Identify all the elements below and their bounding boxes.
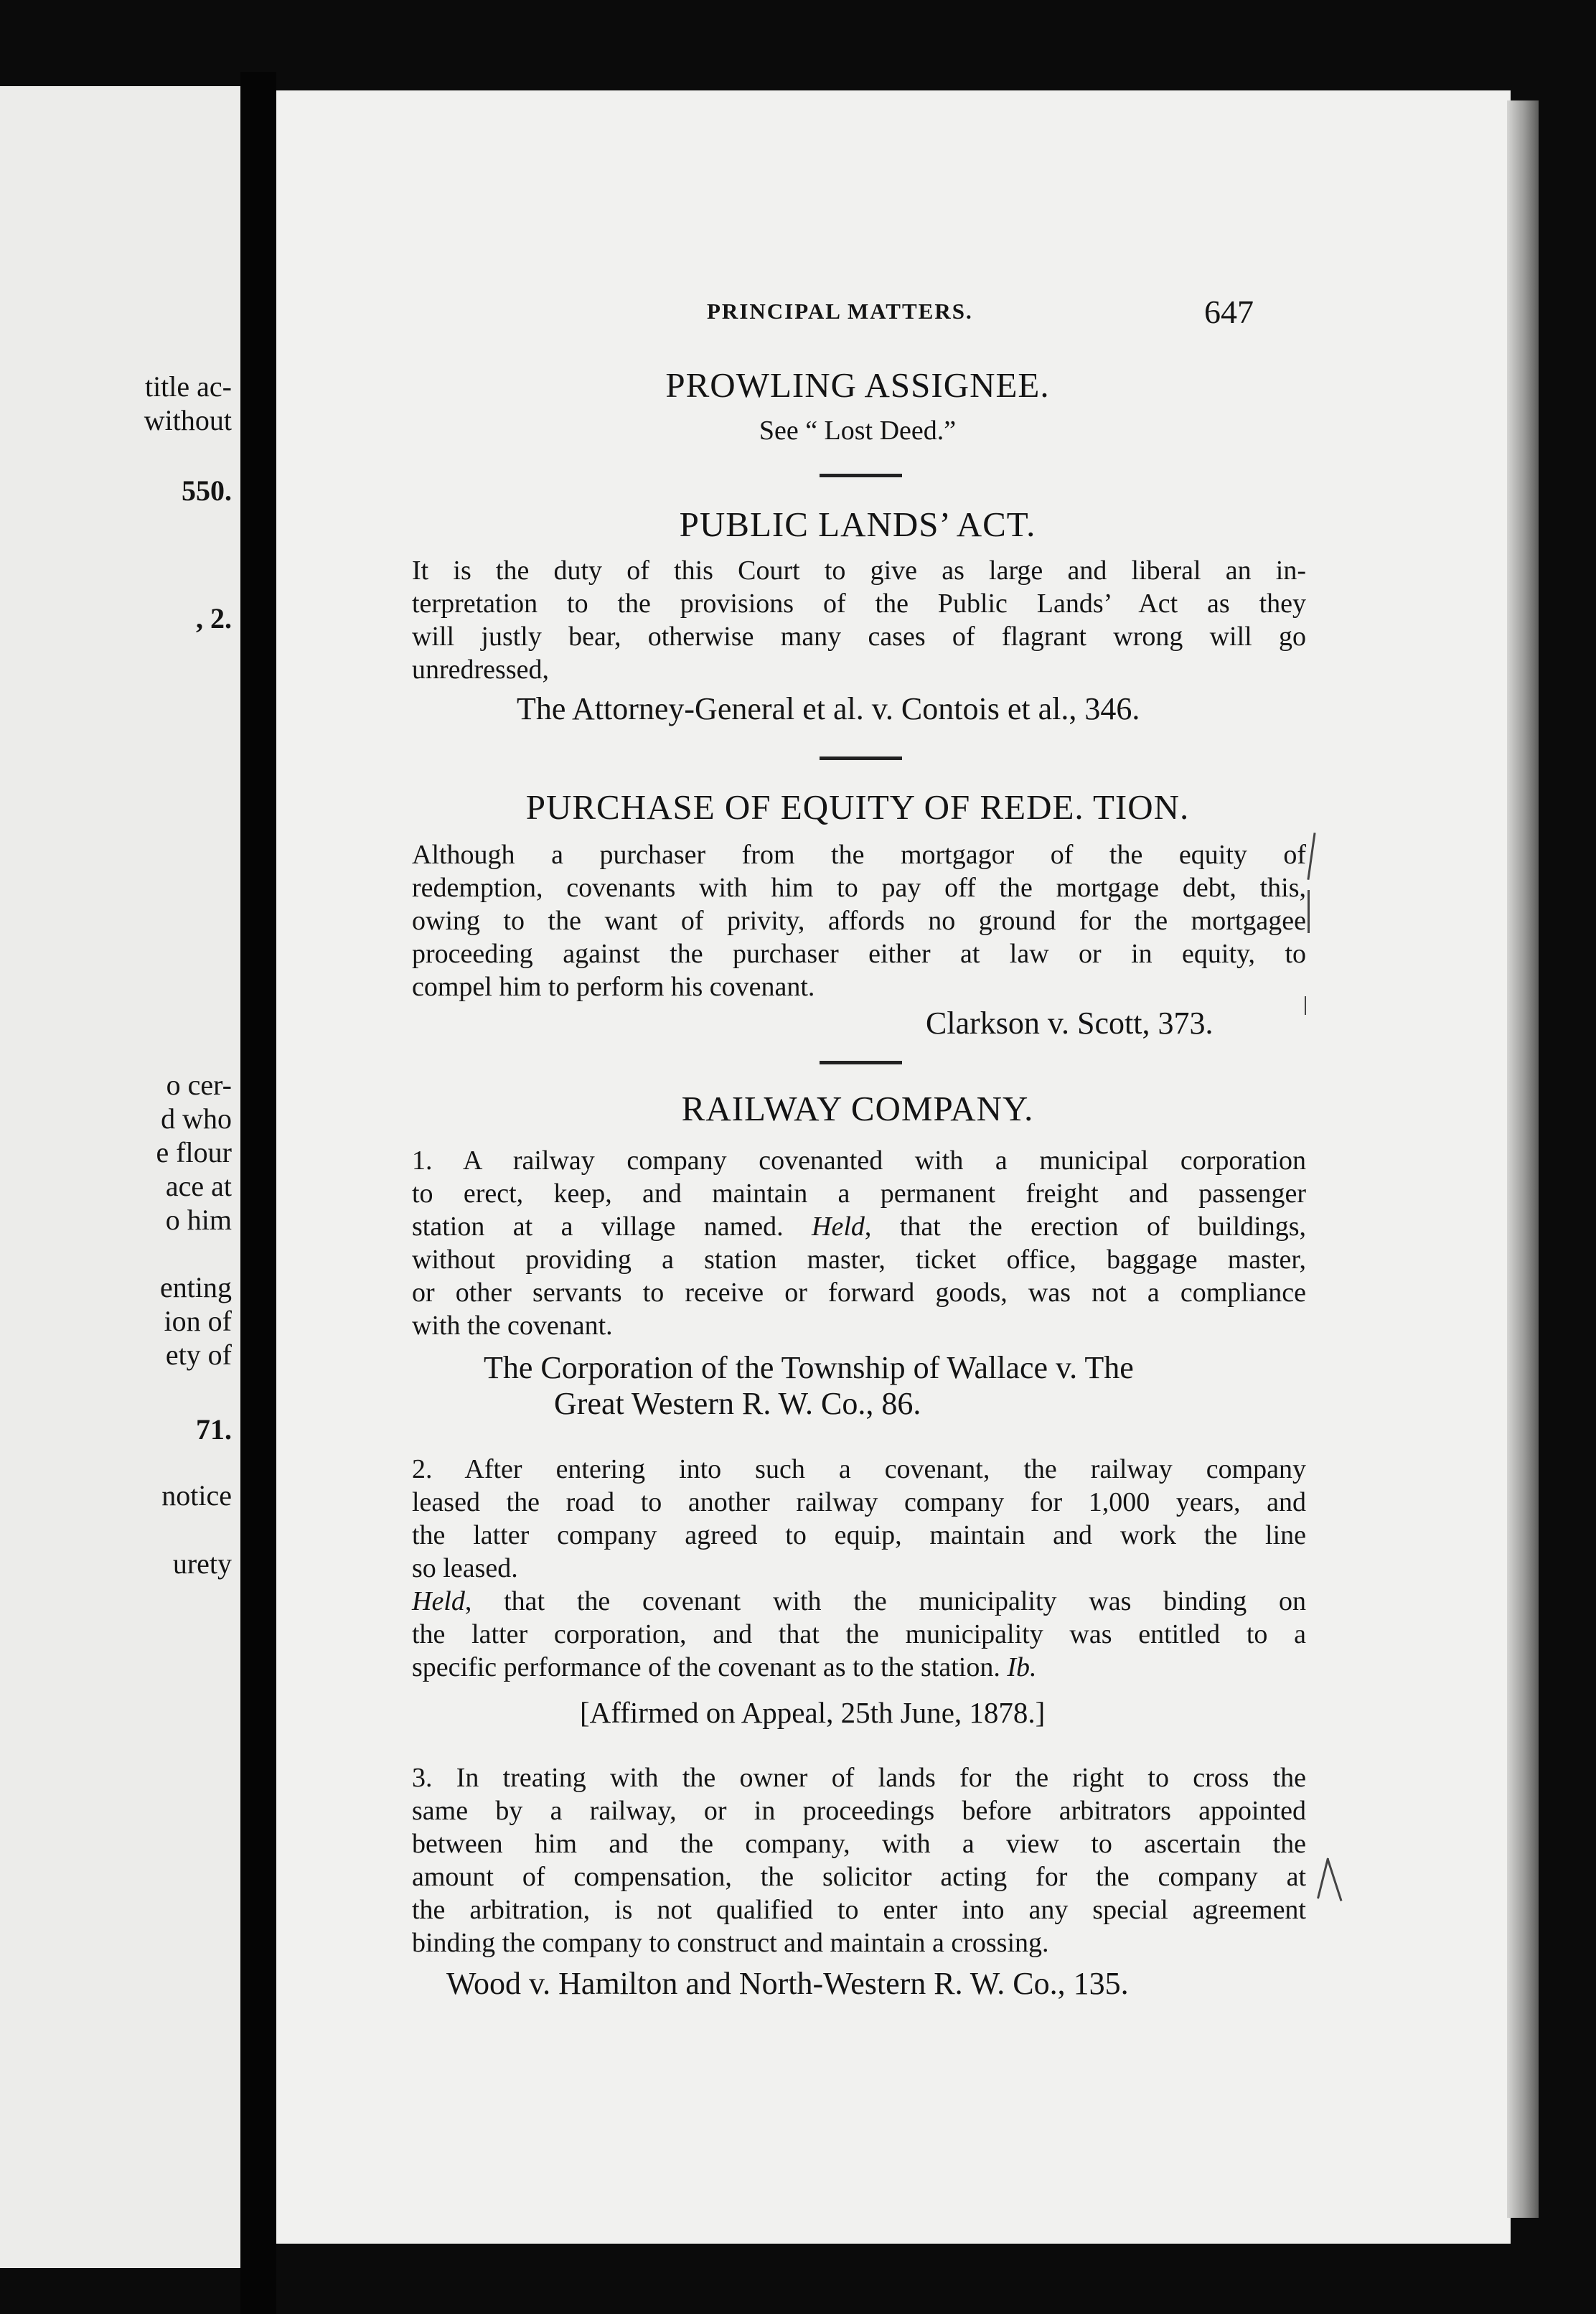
text-line: station at a village named. Held, that the erection of buildings,	[412, 1212, 1307, 1242]
text-line: or other servants to receive or forward goods, was not a compliance	[412, 1278, 1306, 1308]
left-page-line: e flour	[156, 1136, 232, 1168]
text-line: with the covenant.	[412, 1311, 613, 1341]
paragraph-public-lands	[412, 554, 1306, 686]
case-citation: The Corporation of the Township of Wallace v. The	[484, 1350, 1134, 1385]
section-divider	[820, 1061, 902, 1064]
left-page-fragment	[0, 86, 240, 2268]
text-line: 3. In treating with the owner of lands for the right to cross the	[412, 1763, 1306, 1793]
heading-purchase-equity: PURCHASE OF EQUITY OF REDE. TION.	[525, 787, 1190, 827]
text-line: to erect, keep, and maintain a permanent freight and passenger	[412, 1179, 1306, 1209]
paragraph-railway-3	[412, 1761, 1306, 1959]
case-citation: Great Western R. W. Co., 86.	[554, 1386, 921, 1421]
text-line: amount of compensation, the solicitor acting for the company at	[412, 1862, 1306, 1892]
heading-prowling-assignee: PROWLING ASSIGNEE.	[665, 365, 1050, 405]
text-line: 1. A railway company covenanted with a municipal corporation	[412, 1146, 1306, 1176]
left-page-line: without	[144, 404, 232, 436]
left-page-line: notice	[161, 1479, 232, 1512]
text-line: leased the road to another railway company for 1,000 years, and	[412, 1487, 1306, 1517]
text-line: same by a railway, or in proceedings before arbitrators appointed	[412, 1796, 1306, 1826]
text-line: binding the company to construct and maintain a crossing.	[412, 1928, 1049, 1958]
text-line: the latter company agreed to equip, maintain and work the line	[412, 1520, 1306, 1550]
text-line: will justly bear, otherwise many cases of flagrant wrong will go	[412, 622, 1306, 652]
text-line: between him and the company, with a view to ascertain the	[412, 1829, 1306, 1859]
text-line: the latter corporation, and that the municipality was entitled to a	[412, 1619, 1306, 1649]
text-line: compel him to perform his covenant.	[412, 972, 815, 1002]
left-page-line: , 2.	[196, 602, 232, 634]
text-line: so leased.	[412, 1553, 518, 1583]
paragraph-purchase-equity	[412, 838, 1306, 1003]
left-page-line: o cer-	[166, 1069, 232, 1101]
text-line: specific performance of the covenant as to the station. Ib.	[412, 1652, 1037, 1682]
text-line: terpretation to the provisions of the Public Lands’ Act as they	[412, 589, 1306, 619]
left-page-line: enting	[160, 1271, 232, 1303]
appeal-note: [Affirmed on Appeal, 25th June, 1878.]	[580, 1696, 1046, 1729]
page-number: 647	[1204, 294, 1254, 330]
case-citation: Clarkson v. Scott, 373.	[926, 1006, 1214, 1041]
text-line: unredressed,	[412, 655, 549, 685]
section-divider	[820, 756, 902, 760]
text-line: without providing a station master, ticket office, baggage master,	[412, 1245, 1306, 1275]
running-head: PRINCIPAL MATTERS.	[707, 299, 973, 324]
left-page-line: 71.	[196, 1413, 232, 1446]
section-divider	[820, 474, 902, 477]
left-page-line: 550.	[182, 474, 232, 507]
left-page-line: title ac-	[144, 370, 232, 403]
heading-public-lands-act: PUBLIC LANDS’ ACT.	[679, 505, 1036, 544]
page-edge-shadow	[1507, 100, 1539, 2218]
margin-pencil-mark	[1308, 890, 1310, 933]
text-line: Although a purchaser from the mortgagor of the equity of	[412, 840, 1306, 870]
text-line: 2. After entering into such a covenant, the railway company	[412, 1454, 1306, 1484]
book-gutter	[240, 72, 276, 2314]
left-page-line: d who	[161, 1102, 232, 1135]
left-page-line: ion of	[164, 1305, 232, 1337]
case-citation: The Attorney-General et al. v. Contois et al., 346.	[517, 691, 1140, 726]
cross-reference: See “ Lost Deed.”	[759, 416, 957, 446]
text-line: Held, that the covenant with the municipality was binding on	[412, 1586, 1306, 1616]
left-page-line: o him	[165, 1204, 232, 1236]
paragraph-railway-2	[412, 1453, 1306, 1684]
left-page-line: ace at	[165, 1170, 232, 1202]
margin-pencil-mark	[1305, 996, 1306, 1015]
text-line: It is the duty of this Court to give as large and liberal an in-	[412, 556, 1306, 586]
text-line: owing to the want of privity, affords no ground for the mortgagee	[412, 906, 1306, 936]
text-line: redemption, covenants with him to pay off the mortgage debt, this,	[412, 873, 1306, 903]
case-citation: Wood v. Hamilton and North-Western R. W. Co., 135.	[446, 1966, 1129, 2001]
text-line: the arbitration, is not qualified to enter into any special agreement	[412, 1895, 1306, 1925]
left-page-line: urety	[172, 1547, 232, 1580]
heading-railway-company: RAILWAY COMPANY.	[681, 1089, 1034, 1128]
left-page-line: ety of	[165, 1339, 232, 1371]
paragraph-railway-1	[412, 1144, 1306, 1342]
text-line: proceeding against the purchaser either at law or in equity, to	[412, 939, 1306, 969]
